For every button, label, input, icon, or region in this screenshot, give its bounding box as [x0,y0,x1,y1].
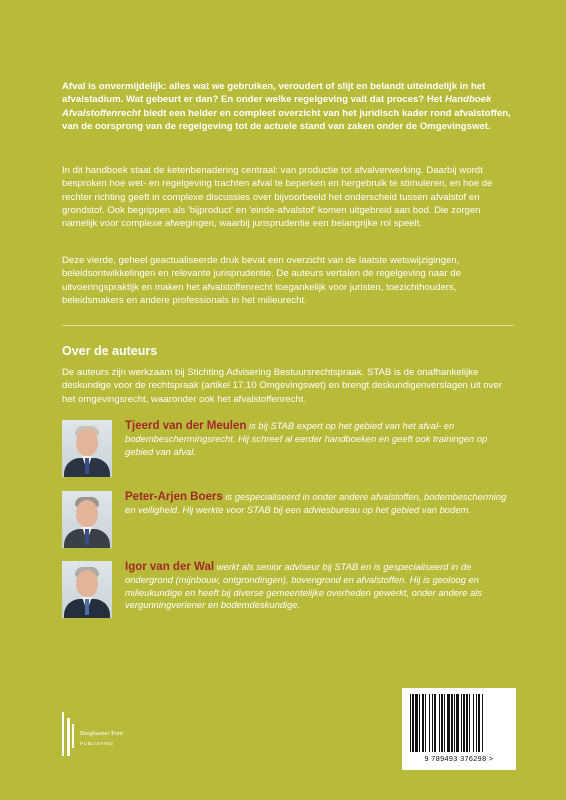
intro-text-start: Afval is onvermijdelijk: alles wat we gebruiken, veroudert of slijt en belandt uiteindelijk in het afvalstadium. Wat gebeurt er dan? En onder welke regelgeving valt dat proces? Het [62,81,486,106]
author-name: Igor van der Wal [125,561,215,573]
isbn-number: 9 789493 376298 > [424,754,494,763]
intro-text-end: biedt een helder en compleet overzicht van het juridisch kader rond afvalstoffen, van de oorsprong van de regelgeving tot de actuele stand van zaken onder de Omgevingswet. [62,107,511,132]
author-photo [62,491,112,548]
author-name: Tjeerd van der Meulen [125,420,247,432]
section-divider [62,325,514,326]
authors-heading: Over de auteurs [62,344,158,358]
authors-intro: De auteurs zijn werkzaam bij Stichting Advisering Bestuursrechtspraak. STAB is de onafhankelijke deskundige voor de rechtspraak (artikel 17.10 Omgevingswet) en brengt deskundigenverslagen uit over het omgevingsrecht, waaronder ook het afvalstoffenrecht. [62,367,502,405]
author-block [62,491,512,553]
barcode-icon [408,694,510,752]
book-title: Handboek Afvalstoffenrecht [62,94,492,119]
intro-paragraph [62,80,512,133]
author-block [62,561,512,623]
author-bio [125,491,515,517]
author-description: is bij STAB expert op het gebied van het afval- en bodembeschermingsrecht. Hij schreef al eerder handboeken en geeft ook trainingen op gebied van afval. [125,420,488,457]
author-photo [62,561,112,618]
barcode [402,688,516,770]
publisher-sub: PUBLISHING [80,741,114,746]
publisher-name: Berghauser Pont [80,730,124,737]
author-bio [125,561,515,612]
author-description: is gespecialiseerd in onder andere afvalstoffen, bodembescherming en veiligheid. Hij werkte voor STAB bij een adviesbureau op het gebied van bodem. [125,491,507,515]
author-block [62,420,512,482]
publisher-logo-icon [62,712,76,756]
author-bio [125,420,515,458]
author-description: werkt als senior adviseur bij STAB en is gespecialiseerd in de ondergrond (mijnbouw, ontgrondingen), bovengrond en afvalstoffen. Hij is geoloog en milieukundige en heeft bij diverse gemeentelijke overheden gewerkt, onder andere als vergunningverlener en bodemdeskundige. [125,561,482,611]
author-name: Peter-Arjen Boers [125,491,223,503]
publisher-logo [62,712,142,767]
body-paragraph-edition: Deze vierde, geheel geactualiseerde druk bevat een overzicht van de laatste wetswijzigingen, beleidsontwikkelingen en relevante jurisprudentie. De auteurs vertalen de regelgeving naar de uitvoeringspraktijk en maken het afvalstoffenrecht toegankelijk voor juristen, toezichthouders, beleidsmakers en andere professionals in het milieurecht. [62,255,461,306]
author-photo [62,420,112,477]
body-paragraph-chain: In dit handboek staat de ketenbenadering centraal: van productie tot afvalverwerking. Daarbij wordt besproken hoe wet- en regelgeving trachten afval te beperken en hergebruik te stimuleren, en hoe de rechter richting geeft in complexe discussies over bijvoorbeeld het onderscheid tussen afvalstof en grondstof. Ook begrippen als 'bijproduct' en 'einde-afvalstof' komen uitgebreid aan bod. Die zorgen namelijk voor complexe afwegingen, waarbij jurisprudentie een belangrijke rol speelt. [62,165,493,230]
